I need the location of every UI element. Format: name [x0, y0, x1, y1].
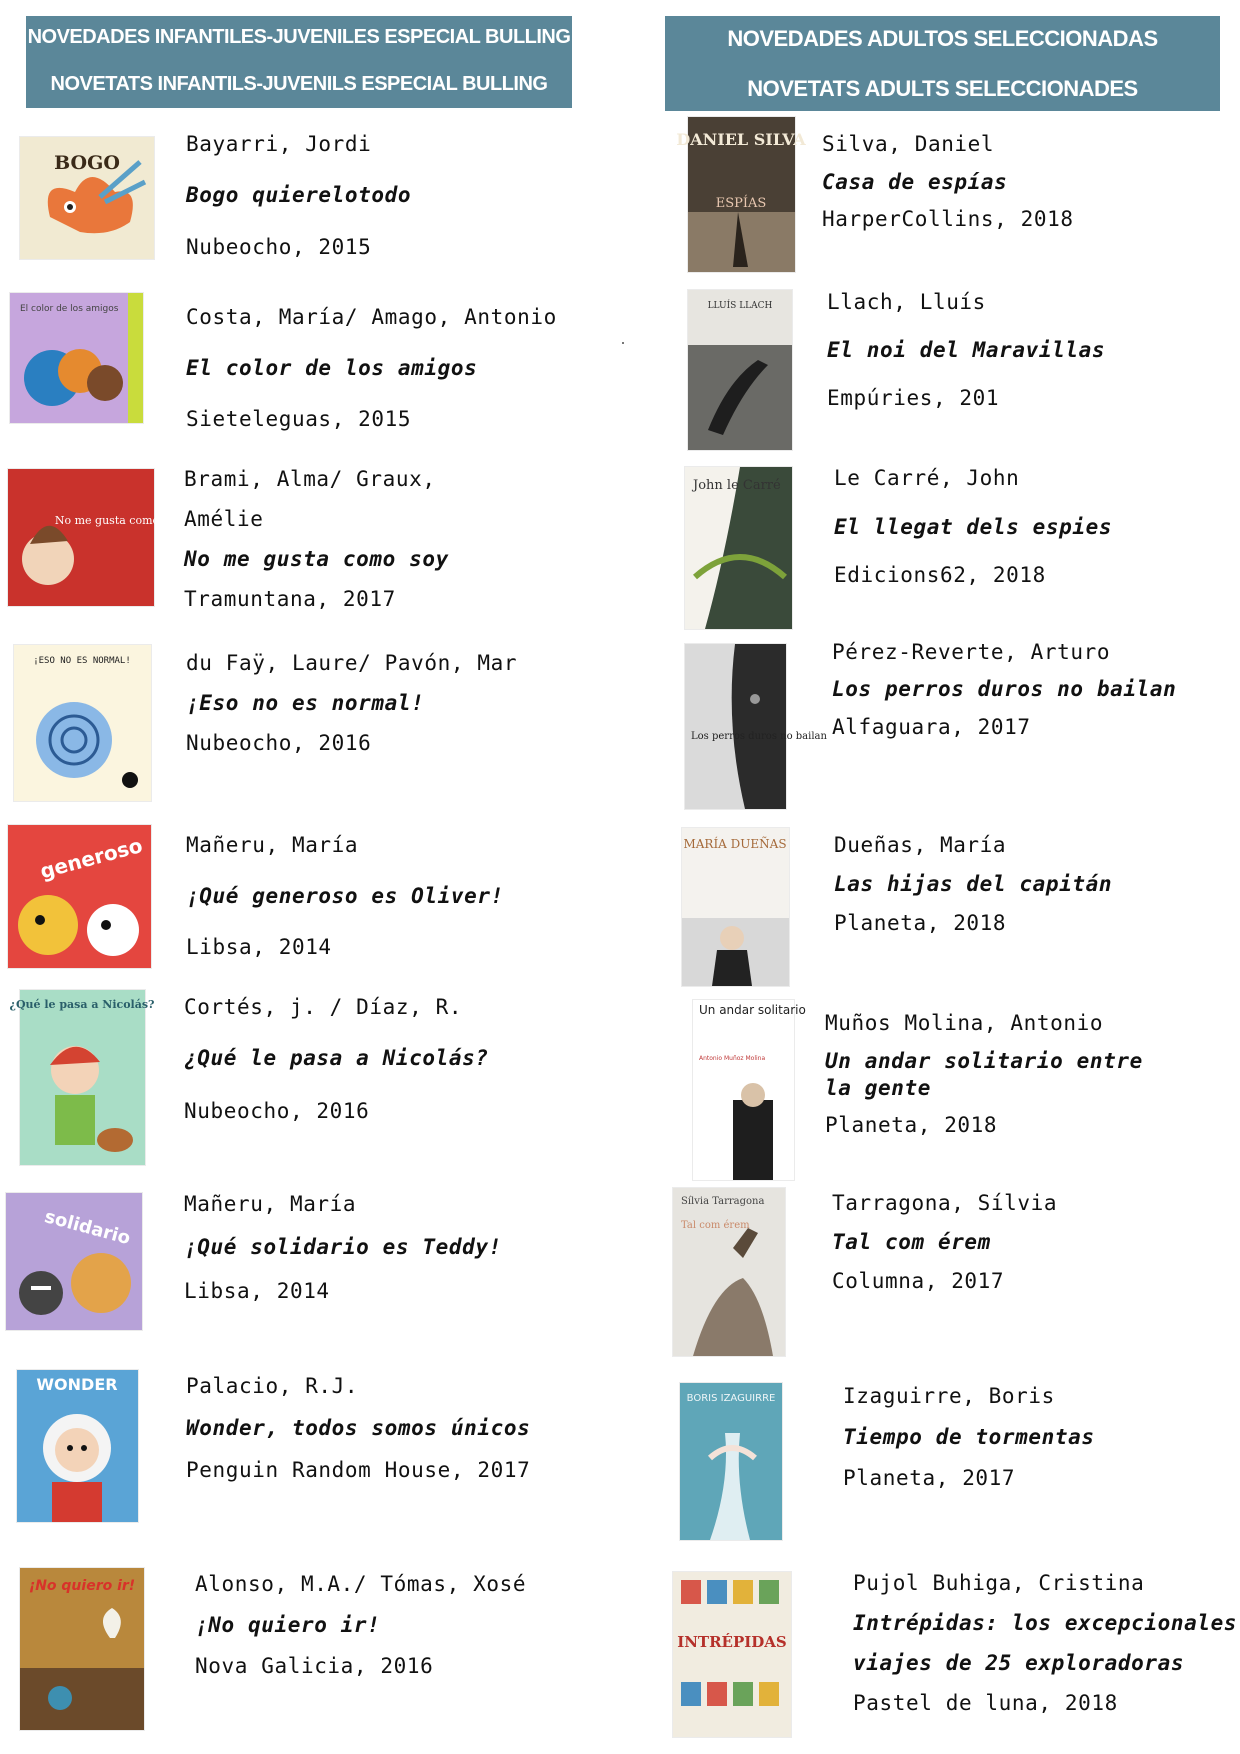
book-publisher: Tramuntana, 2017 — [184, 587, 396, 611]
book-author: Mañeru, María — [186, 833, 359, 857]
svg-text:Tal com érem: Tal com érem — [681, 1220, 750, 1231]
cover-title: ¡No quiero ir! — [28, 1578, 136, 1594]
book-title[interactable]: El llegat dels espies — [834, 515, 1113, 539]
book-author: Bayarri, Jordi — [186, 132, 372, 156]
book-publisher: Nubeocho, 2016 — [186, 731, 372, 755]
book-cover[interactable] — [6, 1193, 142, 1330]
book-title[interactable]: El color de los amigos — [186, 356, 478, 380]
book-author: Izaguirre, Boris — [843, 1384, 1055, 1408]
cover-title: ¡ESO NO ES NORMAL! — [33, 656, 131, 666]
book-title[interactable]: Tiempo de tormentas — [843, 1425, 1095, 1449]
left-header-line1: NOVEDADES INFANTILES-JUVENILES ESPECIAL BULLING — [27, 26, 571, 48]
cover-title: John le Carré — [693, 478, 781, 493]
cover-title: INTRÉPIDAS — [677, 1633, 787, 1651]
book-publisher: Planeta, 2018 — [834, 911, 1007, 935]
book-title[interactable]: Las hijas del capitán — [834, 872, 1113, 896]
book-cover[interactable] — [8, 825, 151, 968]
cover-title: No me gusta como soy — [54, 514, 182, 527]
book-publisher: Empúries, 201 — [827, 386, 1000, 410]
stray-dot — [622, 342, 624, 344]
book-cover[interactable] — [676, 117, 806, 272]
book-cover[interactable] — [680, 1383, 782, 1540]
book-title[interactable]: Wonder, todos somos únicos — [186, 1416, 531, 1440]
cover-title: LLUÍS LLACH — [707, 301, 773, 311]
book-author: Le Carré, John — [834, 466, 1020, 490]
book-title[interactable]: Tal com érem — [832, 1230, 991, 1254]
book-author: Pujol Buhiga, Cristina — [853, 1571, 1145, 1595]
book-author: Alonso, M.A./ Tómas, Xosé — [195, 1572, 527, 1596]
book-author: Silva, Daniel — [822, 132, 995, 156]
svg-text:Antonio Muñoz Molina: Antonio Muñoz Molina — [699, 1055, 766, 1062]
book-author: Pérez-Reverte, Arturo — [832, 640, 1111, 664]
book-publisher: Columna, 2017 — [832, 1269, 1005, 1293]
book-title-cont[interactable]: la gente — [825, 1076, 931, 1100]
book-cover[interactable] — [685, 644, 827, 809]
book-author: Mañeru, María — [184, 1192, 357, 1216]
book-publisher: Libsa, 2014 — [184, 1279, 330, 1303]
book-cover[interactable] — [688, 290, 792, 450]
book-publisher: Libsa, 2014 — [186, 935, 332, 959]
book-author: Cortés, j. / Díaz, R. — [184, 995, 463, 1019]
book-publisher: Pastel de luna, 2018 — [853, 1691, 1118, 1715]
book-publisher: Alfaguara, 2017 — [832, 715, 1031, 739]
book-publisher: Nubeocho, 2015 — [186, 235, 372, 259]
book-title[interactable]: ¡Eso no es normal! — [186, 691, 425, 715]
book-cover[interactable] — [685, 467, 792, 629]
right-header-line1: NOVEDADES ADULTOS SELECCIONADAS — [727, 26, 1158, 51]
cover-title: BORIS IZAGUIRRE — [686, 1393, 776, 1404]
right-header — [665, 16, 1220, 111]
cover-title: solidario — [42, 1206, 133, 1250]
book-cover[interactable] — [673, 1572, 791, 1737]
book-author: Palacio, R.J. — [186, 1374, 359, 1398]
book-author: Dueñas, María — [834, 833, 1007, 857]
book-author: Costa, María/ Amago, Antonio — [186, 305, 557, 329]
book-publisher: Nubeocho, 2016 — [184, 1099, 370, 1123]
book-author: Llach, Lluís — [827, 290, 986, 314]
cover-title: MARÍA DUEÑAS — [683, 837, 787, 851]
left-header-line2: NOVETATS INFANTILS-JUVENILS ESPECIAL BULLING — [50, 73, 548, 95]
cover-title: ¿Qué le pasa a Nicolás? — [9, 998, 155, 1011]
book-title[interactable]: Intrépidas: los excepcionales — [853, 1611, 1238, 1635]
book-title[interactable]: ¡Qué solidario es Teddy! — [184, 1235, 502, 1259]
book-title[interactable]: ¿Qué le pasa a Nicolás? — [184, 1046, 489, 1070]
book-cover[interactable] — [673, 1188, 785, 1356]
book-cover[interactable] — [17, 1370, 138, 1522]
book-title[interactable]: ¡No quiero ir! — [195, 1613, 381, 1637]
cover-title: WONDER — [36, 1375, 118, 1394]
book-author: Tarragona, Sílvia — [832, 1191, 1058, 1215]
book-title-cont[interactable]: viajes de 25 exploradoras — [853, 1651, 1185, 1675]
book-cover[interactable] — [8, 469, 182, 606]
book-cover[interactable] — [20, 1568, 144, 1730]
book-title[interactable]: Casa de espías — [822, 170, 1008, 194]
book-cover[interactable] — [682, 828, 789, 986]
book-cover[interactable] — [14, 645, 151, 801]
book-title[interactable]: No me gusta como soy — [184, 547, 449, 571]
book-title[interactable]: Bogo quierelotodo — [186, 183, 412, 207]
right-header-line2: NOVETATS ADULTS SELECCIONADES — [747, 76, 1138, 101]
svg-text:ESPÍAS: ESPÍAS — [715, 196, 767, 211]
book-cover[interactable] — [693, 1000, 806, 1180]
book-author-cont: Amélie — [184, 507, 264, 531]
book-author: du Faÿ, Laure/ Pavón, Mar — [186, 651, 518, 675]
book-publisher: Edicions62, 2018 — [834, 563, 1046, 587]
book-title[interactable]: Un andar solitario entre — [825, 1049, 1143, 1073]
cover-title: Los perros duros no bailan — [691, 731, 827, 742]
book-title[interactable]: El noi del Maravillas — [827, 338, 1106, 362]
cover-title: BOGO — [54, 152, 120, 174]
left-header — [26, 16, 572, 108]
book-author: Brami, Alma/ Graux, — [184, 467, 436, 491]
book-publisher: HarperCollins, 2018 — [822, 207, 1074, 231]
book-publisher: Planeta, 2018 — [825, 1113, 998, 1137]
book-author: Muños Molina, Antonio — [825, 1011, 1104, 1035]
book-cover[interactable] — [10, 293, 143, 423]
book-title[interactable]: ¡Qué generoso es Oliver! — [186, 884, 504, 908]
cover-title: DANIEL SILVA — [676, 130, 806, 149]
cover-title: El color de los amigos — [20, 304, 119, 314]
book-cover[interactable] — [20, 137, 154, 259]
cover-title: Un andar solitario — [699, 1003, 806, 1017]
book-publisher: Penguin Random House, 2017 — [186, 1458, 531, 1482]
book-cover[interactable] — [9, 990, 155, 1165]
cover-title: Sílvia Tarragona — [681, 1196, 765, 1207]
cover-title: generoso — [37, 833, 145, 884]
book-title[interactable]: Los perros duros no bailan — [832, 677, 1177, 701]
book-publisher: Planeta, 2017 — [843, 1466, 1016, 1490]
book-publisher: Nova Galicia, 2016 — [195, 1654, 434, 1678]
book-publisher: Sieteleguas, 2015 — [186, 407, 412, 431]
